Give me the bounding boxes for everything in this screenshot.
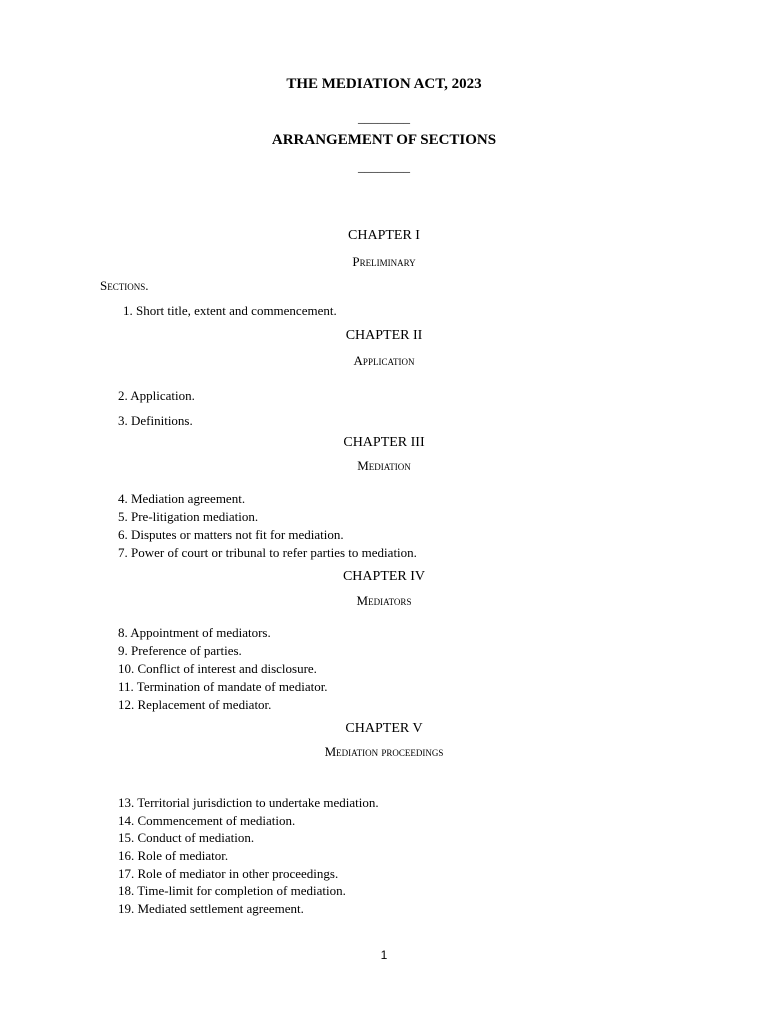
chapter-heading: CHAPTER V xyxy=(345,721,423,736)
section-item: 5. Pre-litigation mediation. xyxy=(118,509,259,524)
chapter-name: Mediation xyxy=(357,458,411,473)
section-item: 18. Time-limit for completion of mediation. xyxy=(118,883,346,898)
section-item: 19. Mediated settlement agreement. xyxy=(118,901,304,916)
section-item: 15. Conduct of mediation. xyxy=(118,830,255,845)
section-item: 1. Short title, extent and commencement. xyxy=(123,303,337,318)
chapter-heading: CHAPTER I xyxy=(348,228,420,243)
chapter-name: Mediators xyxy=(356,593,412,608)
section-item: 12. Replacement of mediator. xyxy=(118,697,272,712)
heading-rule: ________ xyxy=(358,159,410,174)
chapter-name: Application xyxy=(353,353,415,368)
section-item: 9. Preference of parties. xyxy=(118,643,242,658)
chapter-name: Mediation proceedings xyxy=(324,744,444,759)
section-item: 14. Commencement of mediation. xyxy=(118,813,296,828)
section-item: 6. Disputes or matters not fit for mediation. xyxy=(118,527,344,542)
sections-label: Sections. xyxy=(100,278,149,293)
section-item: 16. Role of mediator. xyxy=(118,848,229,863)
section-item: 4. Mediation agreement. xyxy=(118,491,246,506)
arrangement-heading: ARRANGEMENT OF SECTIONS xyxy=(271,132,497,148)
section-item: 3. Definitions. xyxy=(118,413,193,428)
section-item: 17. Role of mediator in other proceedings. xyxy=(118,866,339,881)
chapter-heading: CHAPTER IV xyxy=(342,569,426,584)
document-title: THE MEDIATION ACT, 2023 xyxy=(286,76,482,92)
section-item: 10. Conflict of interest and disclosure. xyxy=(118,661,317,676)
title-rule: ________ xyxy=(358,110,410,125)
chapter-heading: CHAPTER III xyxy=(343,435,425,450)
chapter-name: Preliminary xyxy=(352,254,416,269)
section-item: 11. Termination of mandate of mediator. xyxy=(118,679,328,694)
section-item: 7. Power of court or tribunal to refer parties to mediation. xyxy=(118,545,417,560)
section-item: 13. Territorial jurisdiction to undertake mediation. xyxy=(118,795,379,810)
chapter-heading: CHAPTER II xyxy=(345,328,423,343)
section-item: 2. Application. xyxy=(118,388,195,403)
section-item: 8. Appointment of mediators. xyxy=(118,625,271,640)
page-number: 1 xyxy=(380,948,388,962)
